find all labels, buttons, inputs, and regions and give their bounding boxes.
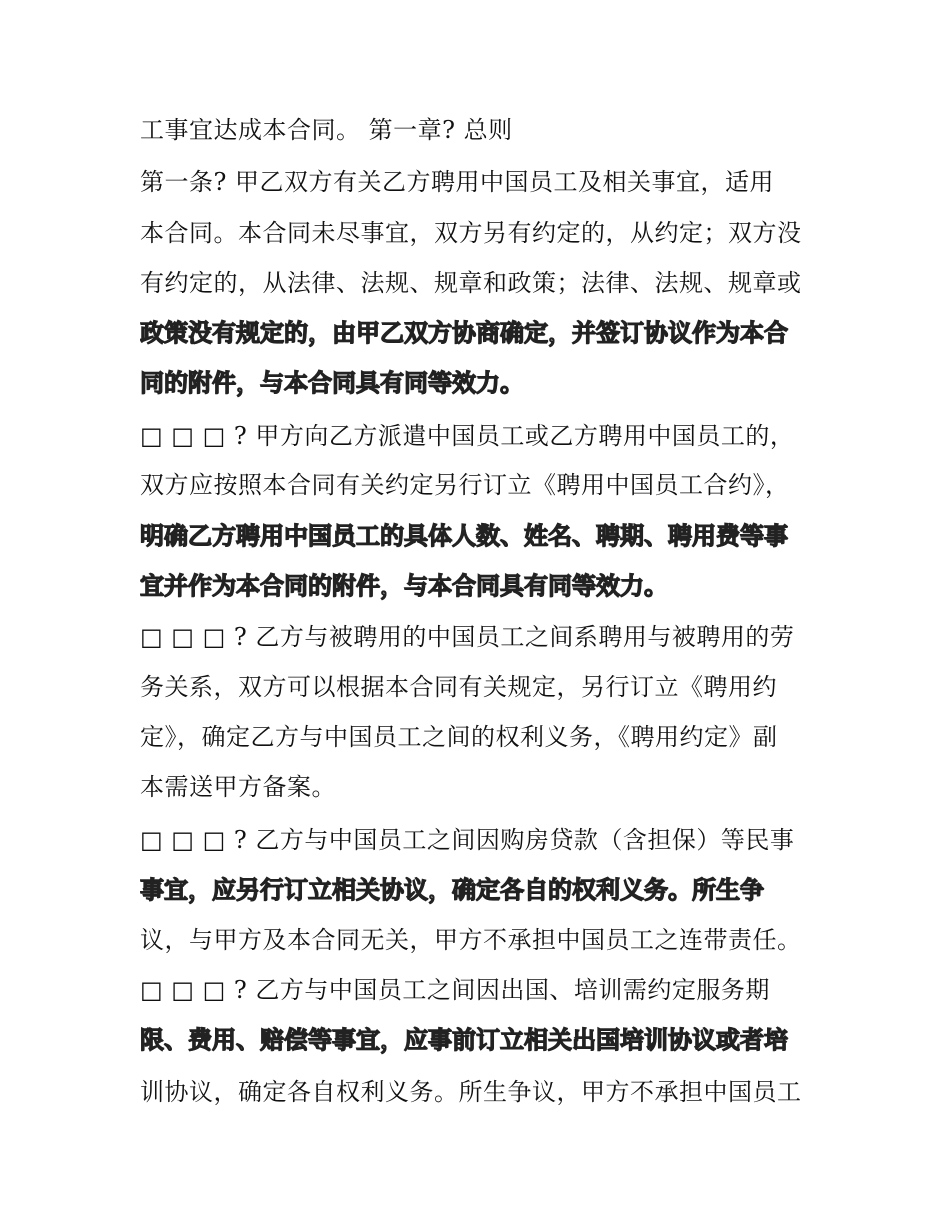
text-line-8: 双方应按照本合同有关约定另行订立《聘用中国员工合约》， [140,471,790,499]
text-line-10: 宜并作为本合同的附件，与本合同具有同等效力。 [140,572,668,600]
text-line-16: 事宜，应另行订立相关协议，确定各自的权利义务。所生争 [140,876,764,904]
text-line-7: □ □ □ ? 甲方向乙方派遣中国员工或乙方聘用中国员工的， [140,422,795,450]
text-line-12: 务关系，双方可以根据本合同有关规定，另行订立《聘用约 [140,673,777,701]
text-line-6: 同的附件，与本合同具有同等效力。 [140,369,524,397]
text-line-20: 训协议，确定各自权利义务。所生争议，甲方不承担中国员工 [140,1078,802,1106]
text-line-13: 定》，确定乙方与中国员工之间的权利义务，《聘用约定》副 [140,723,778,751]
text-line-19: 限、费用、赔偿等事宜，应事前订立相关出国培训协议或者培 [140,1026,788,1054]
text-line-9: 明确乙方聘用中国员工的具体人数、姓名、聘期、聘用费等事 [140,522,788,550]
text-line-11: □ □ □ ? 乙方与被聘用的中国员工之间系聘用与被聘用的劳 [140,623,795,651]
text-line-2: 第一条? 甲乙双方有关乙方聘用中国员工及相关事宜，适用 [140,168,774,196]
text-line-4: 有约定的，从法律、法规、规章和政策；法律、法规、规章或 [140,269,802,297]
text-line-3: 本合同。本合同未尽事宜，双方另有约定的，从约定；双方没 [140,219,802,247]
text-line-18: □ □ □ ? 乙方与中国员工之间因出国、培训需约定服务期 [140,976,770,1004]
text-line-1: 工事宜达成本合同。 第一章? 总则 [140,116,513,144]
text-line-5: 政策没有规定的，由甲乙双方协商确定，并签订协议作为本合 [140,319,788,347]
text-line-15: □ □ □ ? 乙方与中国员工之间因购房贷款（含担保）等民事 [140,826,795,854]
text-line-14: 本需送甲方备案。 [140,773,336,801]
text-line-17: 议，与甲方及本合同无关，甲方不承担中国员工之连带责任。 [140,926,802,954]
